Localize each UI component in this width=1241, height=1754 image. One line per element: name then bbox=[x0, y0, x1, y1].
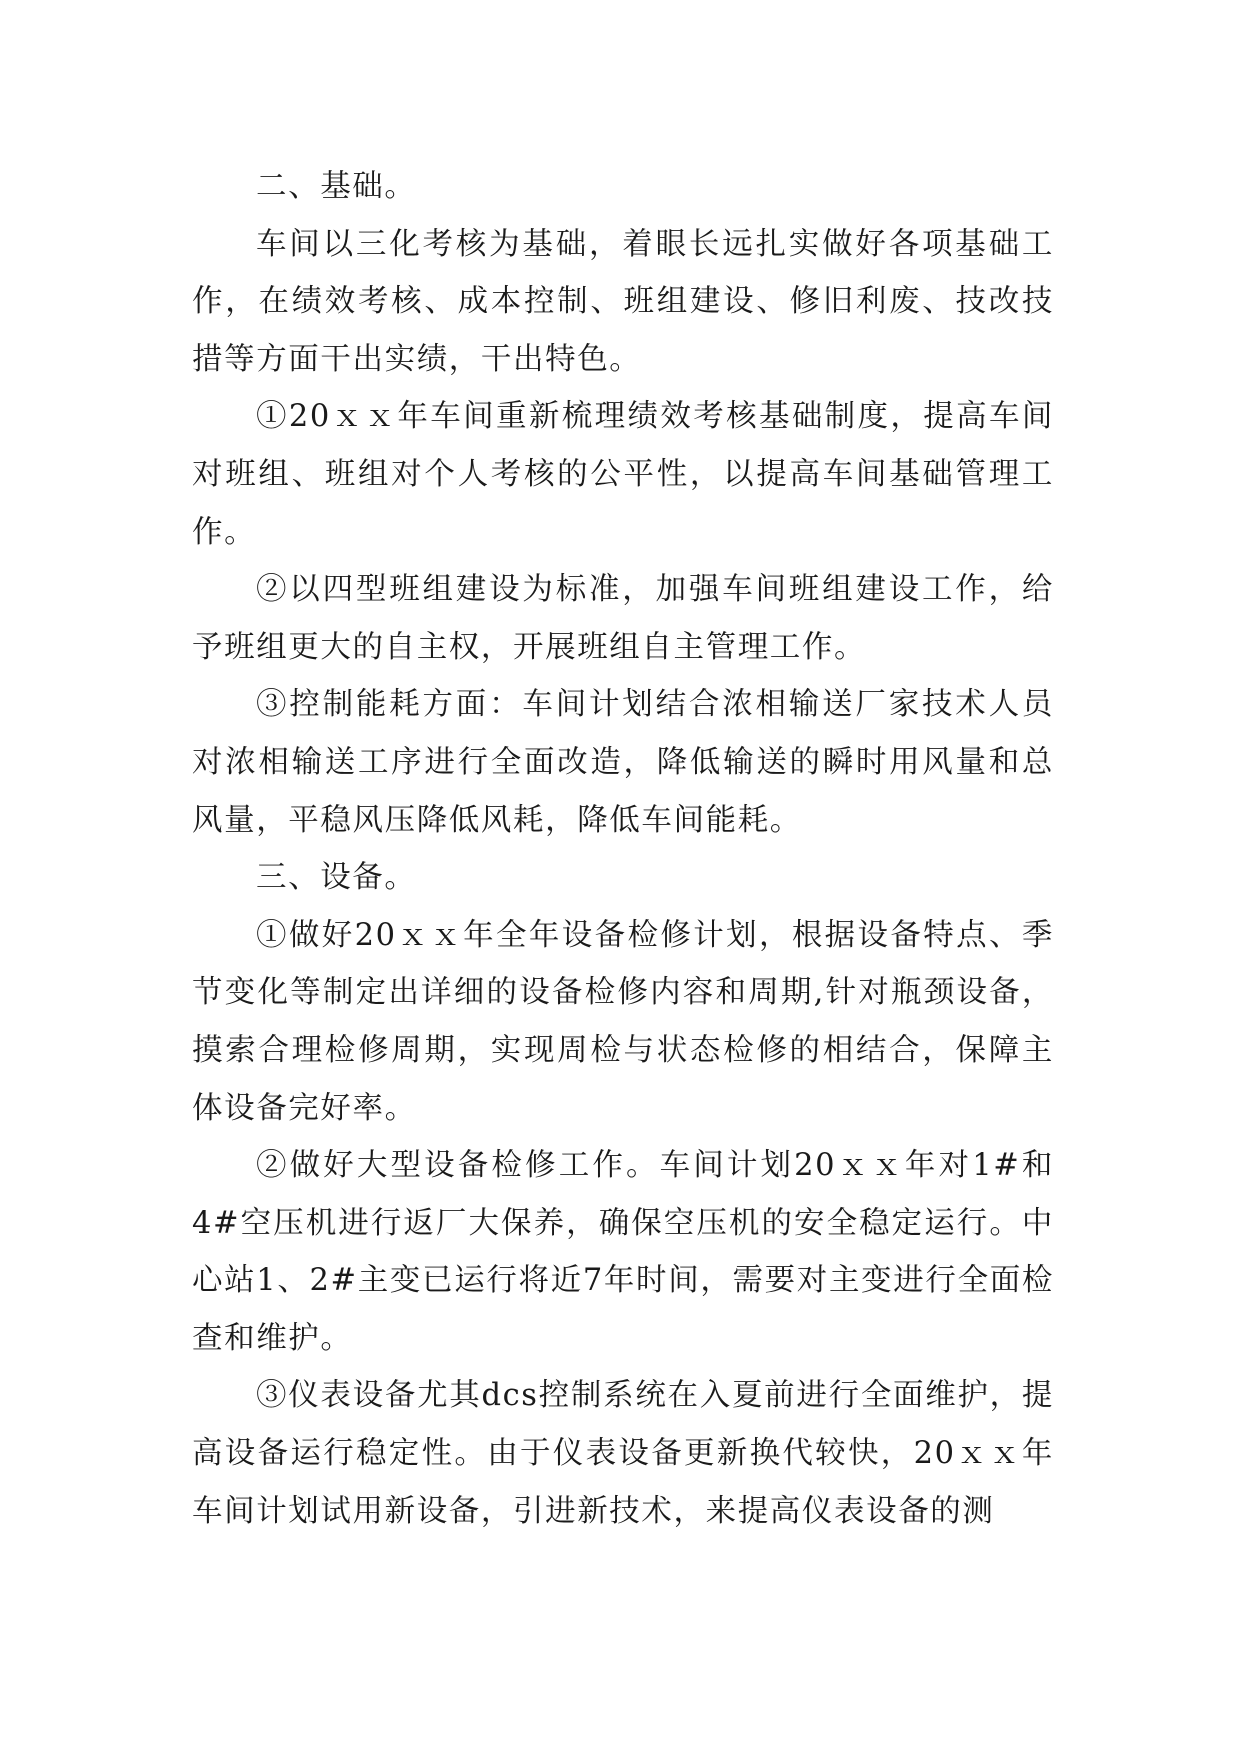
document-body bbox=[192, 158, 1054, 1540]
section-heading-basics: 二、基础。 bbox=[256, 169, 417, 204]
paragraph-basics-item-2: ②以四型班组建设为标准，加强车间班组建设工作，给予班组更大的自主权，开展班组自主管理工作。 bbox=[192, 572, 1054, 665]
paragraph-basics-intro: 车间以三化考核为基础，着眼长远扎实做好各项基础工作，在绩效考核、成本控制、班组建设、修旧利废、技改技措等方面干出实绩，干出特色。 bbox=[192, 226, 1054, 377]
section-heading-equipment: 三、设备。 bbox=[256, 860, 417, 896]
paragraph-equipment-item-2: ②做好大型设备检修工作。车间计划20ｘｘ年对1#和4#空压机进行返厂大保养，确保空压机的安全稳定运行。中心站1、2#主变已运行将近7年时间，需要对主变进行全面检查和维护。 bbox=[192, 1148, 1054, 1356]
paragraph-basics-item-1: ①20ｘｘ年车间重新梳理绩效考核基础制度，提高车间对班组、班组对个人考核的公平性，以提高车间基础管理工作。 bbox=[192, 399, 1054, 550]
paragraph-equipment-item-1: ①做好20ｘｘ年全年设备检修计划，根据设备特点、季节变化等制定出详细的设备检修内容和周期,针对瓶颈设备，摸索合理检修周期，实现周检与状态检修的相结合，保障主体设备完好率。 bbox=[192, 917, 1054, 1126]
paragraph-basics-item-3: ③控制能耗方面：车间计划结合浓相输送厂家技术人员对浓相输送工序进行全面改造，降低输送的瞬时用风量和总风量，平稳风压降低风耗，降低车间能耗。 bbox=[192, 687, 1054, 838]
paragraph-equipment-item-3: ③仪表设备尤其dcs控制系统在入夏前进行全面维护，提高设备运行稳定性。由于仪表设备更新换代较快，20ｘｘ年车间计划试用新设备，引进新技术，来提高仪表设备的测 bbox=[192, 1378, 1054, 1529]
